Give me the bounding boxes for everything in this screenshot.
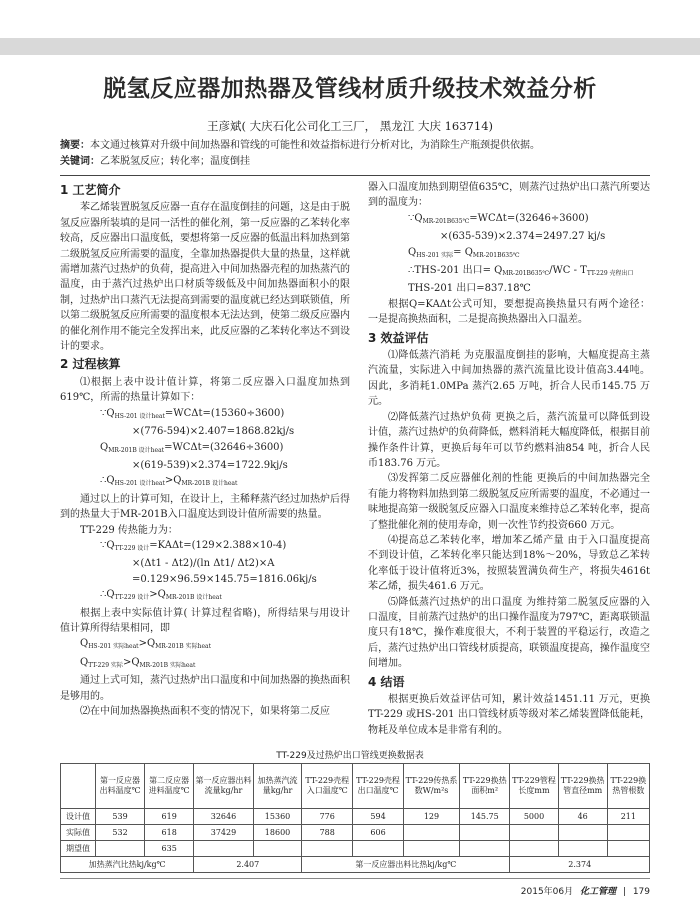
table-cell: [607, 841, 649, 857]
table-cell: [460, 825, 510, 841]
data-table: [60, 763, 650, 873]
table-cell: [510, 841, 558, 857]
section-heading-1: 1 工艺简介: [60, 183, 121, 197]
table-cell: 加热蒸汽比热kj/kg℃: [61, 857, 194, 873]
table-header-cell: TT-229管程长度mm: [510, 764, 558, 809]
table-header-cell: TT-229换热管根数: [607, 764, 649, 809]
footer-divider: [60, 878, 650, 879]
table-cell: 期望值: [61, 841, 96, 857]
table-header-cell: TT-229壳程入口温度℃: [302, 764, 353, 809]
formula-line: $Q_{HS-201 实际}= Q_{MR-201B635℃}$: [408, 246, 520, 259]
keywords-text: 乙苯脱氢反应；转化率；温度倒挂: [100, 156, 250, 167]
table-header-cell: TT-229壳程出口温度℃: [353, 764, 404, 809]
article-title: 脱氢反应器加热器及管线材质升级技术效益分析: [103, 76, 597, 102]
formula-line: ×(776-594)×2.407=1868.82kj/s: [132, 426, 295, 438]
formula-line: $\because Q_{MR-201B635℃}=WC\Delta t=(32646\div 3600)$: [408, 212, 589, 225]
table-cell: [403, 825, 459, 841]
table-cell: 145.75: [460, 809, 510, 825]
paragraph: 通过上式可知，蒸汽过热炉出口温度和中间加热器的换热面积是够用的。: [60, 675, 350, 702]
paragraph: 器入口温度加热到期望值635℃，则蒸汽过热炉出口蒸汽所要达到的温度为：: [368, 182, 650, 209]
header-bar: [0, 38, 700, 55]
table-cell: 129: [403, 809, 459, 825]
section-heading-4: 4 结语: [368, 674, 405, 689]
table-header-cell: 第二反应器进料温度℃: [145, 764, 194, 809]
table-header-cell: TT-229传热系数W/m²s: [403, 764, 459, 809]
table-header-cell: [61, 764, 96, 809]
table-cell: [96, 841, 145, 857]
table-header-cell: TT-229换热管直径mm: [558, 764, 607, 809]
formula-line: $Q_{MR-201B 设计heat}=WC\Delta t=(32646\div 3600)$: [100, 441, 284, 454]
formula-line: ×(619-539)×2.374=1722.9kj/s: [132, 459, 288, 471]
formula-line: $\therefore Q_{HS-201 设计heat}>Q_{MR-201B 设计heat}$: [100, 475, 238, 488]
table-cell: 619: [145, 809, 194, 825]
table-row: [61, 841, 650, 857]
table-row: [61, 825, 650, 841]
separator: |: [622, 887, 626, 897]
formula-line: $\therefore Q_{TT-229 设计}>Q_{MR-201B 设计heat}$: [100, 589, 222, 602]
paragraph: ⑵降低蒸汽过热炉负荷 更换之后，蒸汽流量可以降低到设计值，蒸汽过热炉的负荷降低，燃料消耗大幅度降低，根据目前操作条件计算，更换后每年可以节约燃料油854 吨，折合人民币183.76 万元。: [368, 411, 650, 469]
table-cell: [510, 825, 558, 841]
paragraph: TT-229 传热能力为：: [80, 524, 178, 536]
table-cell: 788: [302, 825, 353, 841]
table-header-cell: TT-229换热面积m²: [460, 764, 510, 809]
table-cell: [558, 825, 607, 841]
author-line: 王彦斌( 大庆石化公司化工三厂， 黑龙江 大庆 163714): [207, 119, 493, 133]
paragraph: 通过以上的计算可知，在设计上，主稀释蒸汽经过加热炉后得到的热量大于MR-201B入口温度达到设计值所需要的热量。: [60, 493, 350, 521]
table-cell: 618: [145, 825, 194, 841]
formula-line: ×(635-539)×2.374=2497.27 kj/s: [440, 231, 606, 243]
abstract-block: [60, 138, 650, 170]
table-cell: 211: [607, 809, 649, 825]
right-column: [368, 180, 650, 738]
formula-line: =0.129×96.59×145.75=1816.06kj/s: [132, 573, 317, 585]
table-row: [61, 809, 650, 825]
table-cell: [253, 841, 302, 857]
left-column: [60, 180, 350, 719]
table-cell: [403, 841, 459, 857]
table-cell: [302, 841, 353, 857]
table-cell: 635: [145, 841, 194, 857]
table-header-row: [61, 764, 650, 809]
table-header-cell: 第一反应器出料温度℃: [96, 764, 145, 809]
table-cell: 5000: [510, 809, 558, 825]
table-caption: TT-229及过热炉出口管线更换数据表: [276, 751, 424, 761]
abstract-text: 本文通过核算对升级中间加热器和管线的可能性和效益指标进行分析对比，为消除生产瓶颈提供依据。: [90, 140, 540, 151]
page-number: 179: [632, 887, 650, 897]
paragraph: ⑴降低蒸汽消耗 为克服温度倒挂的影响，大幅度提高主蒸汽流量，实际进入中间加热器的蒸汽流量比设计值高3.44吨。因此，多消耗1.0MPa 蒸汽2.65 万吨，折合人民币145.75 万元。: [368, 350, 650, 408]
formula-line: $Q_{TT-229 实际}>Q_{MR-201B 实际heat}$: [80, 656, 196, 669]
page-footer: [521, 884, 650, 897]
table-cell: 46: [558, 809, 607, 825]
paragraph: ⑶发挥第二反应器催化剂的性能 更换后的中间加热器完全有能力将物料加热到第二级脱氢反应所需要的温度，不必通过一味地提高第一级脱氢反应器入口温度来维持总乙苯转化率，提高了整批催化剂的使用寿命，则一次性节约投资660 万元。: [368, 473, 650, 531]
table-header-cell: 加热蒸汽流量kg/hr: [253, 764, 302, 809]
table-cell: [460, 841, 510, 857]
table-cell: 实际值: [61, 825, 96, 841]
paragraph: 苯乙烯装置脱氢反应器一直存在温度倒挂的问题，这是由于脱氢反应器所装填的是同一活性的催化剂，第一反应器的乙苯转化率较高，反应器出口温度低，要想将第一反应器的低温出料加热到第二级脱氢反应所需要的温度，全靠加热器提供大量的热量，这样就需增加蒸汽过热炉的负荷，提高进入中间加热器壳程的加热蒸汽的温度，由于蒸汽过热炉出口材质等级低及中间加热器面积小的限制，过热炉出口蒸汽无法提高到需要的温度就已经达到联锁值，所以第二级脱氢反应所需要的温度根本无法达到，使第二级反应器内的催化剂作用不能完全发挥出来，此反应器的乙苯转化率达不到设计的要求。: [60, 202, 350, 353]
table-cell: 594: [353, 809, 404, 825]
paragraph: 根据Q=KAΔt公式可知，要想提高换热量只有两个途径：一是提高换热面积，二是提高换热器出入口温差。: [368, 298, 650, 326]
abstract-divider: [60, 175, 650, 176]
table-cell: 第一反应器出料比热kj/kg℃: [302, 857, 510, 873]
table-cell: [558, 841, 607, 857]
table-cell: 606: [353, 825, 404, 841]
formula-line: THS-201 出口=837.18℃: [408, 283, 531, 295]
section-heading-3: 3 效益评估: [368, 330, 429, 345]
table-cell: 32646: [194, 809, 254, 825]
table-cell: 15360: [253, 809, 302, 825]
formula-line: ×(Δt1 - Δt2)/(ln Δt1/ Δt2)×A: [132, 558, 275, 570]
table-cell: 776: [302, 809, 353, 825]
keywords-label: 关键词：: [60, 156, 100, 167]
table-footer-row: [61, 857, 650, 873]
table-cell: 37429: [194, 825, 254, 841]
table-cell: 设计值: [61, 809, 96, 825]
table-cell: 532: [96, 825, 145, 841]
table-cell: [607, 825, 649, 841]
section-heading-2: 2 过程核算: [60, 357, 121, 372]
formula-line: $Q_{HS-201 实际heat}>Q_{MR-201B 实际heat}$: [80, 638, 212, 651]
table-cell: 2.374: [510, 857, 650, 873]
paragraph: 根据上表中实际值计算( 计算过程省略)，所得结果与用设计值计算所得结果相同，即: [60, 607, 350, 634]
table-cell: 2.407: [194, 857, 302, 873]
formula-line: $\because Q_{TT-229 设计}=KA\Delta t=(129\times 2.388\times 10-4)$: [100, 539, 287, 552]
table-header-cell: 第一反应器出料流量kg/hr: [194, 764, 254, 809]
paragraph: ⑷提高总乙苯转化率，增加苯乙烯产量 由于入口温度提高不到设计值，乙苯转化率只能达到18%～20%，导致总乙苯转化率低于设计值将近3%，按照装置满负荷生产，将损失4616t 苯乙烯，损失461.6 万元。: [368, 534, 650, 593]
paragraph: ⑵在中间加热器换热面积不变的情况下，如果将第二反应: [80, 706, 330, 717]
table-cell: 539: [96, 809, 145, 825]
table-cell: [194, 841, 254, 857]
formula-line: ∴THS-201 出口= $Q_{MR-201B635℃}/WC - T_{TT-229 壳程出口}$: [408, 265, 634, 278]
formula-line: $\because Q_{HS-201 设计heat}=WC\Delta t=(15360\div 3600)$: [100, 407, 285, 420]
paragraph: ⑴根据上表中设计值计算，将第二反应器入口温度加热到619℃，所需的热量计算如下：: [60, 376, 350, 404]
table-cell: [353, 841, 404, 857]
paragraph: ⑸降低蒸汽过热炉的出口温度 为维持第二脱氢反应器的入口温度，目前蒸汽过热炉的出口操作温度为797℃，距离联锁温度只有18℃，操作难度很大，不利于装置的平稳运行，改造之后，蒸汽过热炉出口管线材质提高，联锁温度提高，操作温度空间增加。: [368, 596, 650, 670]
abstract-label: 摘要：: [60, 140, 90, 151]
issue-date: 2015年06月: [520, 887, 574, 897]
paragraph: 根据更换后效益评估可知，累计效益1451.11 万元，更换TT-229 或HS-201 出口管线材质等级对苯乙烯装置降低能耗，物耗及单位成本是非常有利的。: [368, 694, 650, 736]
table-cell: 18600: [253, 825, 302, 841]
journal-name: 化工管理: [580, 887, 617, 897]
